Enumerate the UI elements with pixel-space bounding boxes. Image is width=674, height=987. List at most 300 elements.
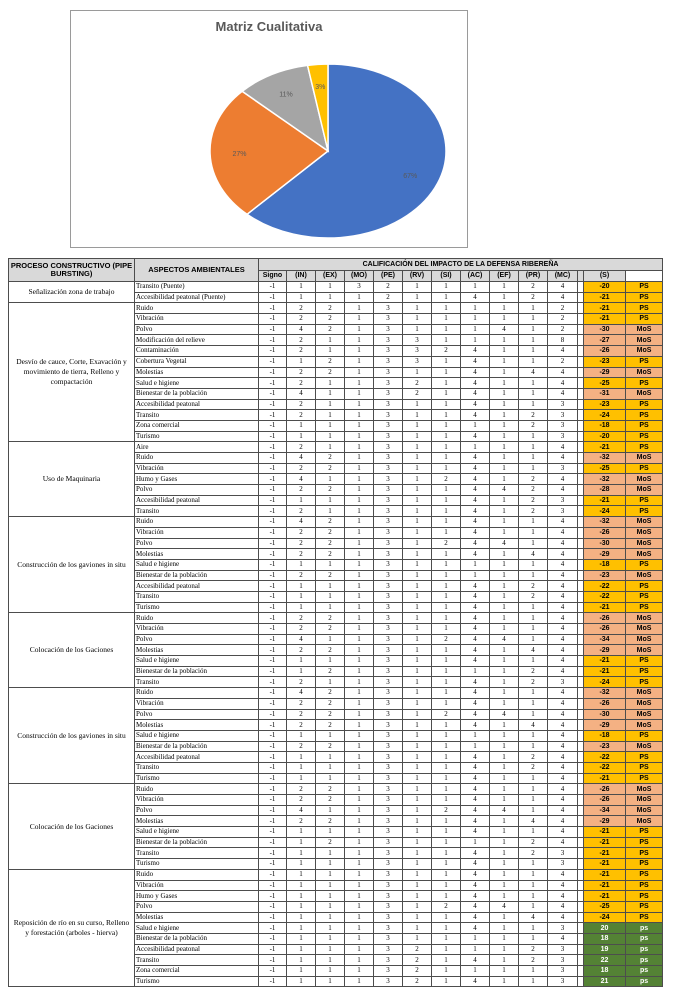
- aspect-cell: Turismo: [135, 602, 259, 613]
- value-cell: 2: [287, 410, 316, 421]
- score-cell: -21: [584, 656, 626, 667]
- value-cell: 1: [345, 527, 374, 538]
- value-cell: 1: [316, 730, 345, 741]
- value-cell: 1: [403, 367, 432, 378]
- value-cell: 1: [316, 966, 345, 977]
- value-cell: -1: [259, 410, 287, 421]
- value-cell: 2: [519, 677, 548, 688]
- value-cell: 3: [374, 656, 403, 667]
- value-cell: -1: [259, 581, 287, 592]
- value-cell: 1: [519, 463, 548, 474]
- value-cell: 2: [316, 356, 345, 367]
- value-cell: -1: [259, 624, 287, 635]
- aspect-cell: Molestias: [135, 645, 259, 656]
- value-cell: 3: [374, 741, 403, 752]
- value-cell: 2: [519, 292, 548, 303]
- value-cell: 4: [461, 923, 490, 934]
- value-cell: 1: [461, 420, 490, 431]
- score-cell: -25: [584, 463, 626, 474]
- value-cell: 1: [345, 773, 374, 784]
- value-cell: -1: [259, 816, 287, 827]
- value-cell: 1: [461, 730, 490, 741]
- value-cell: 2: [287, 378, 316, 389]
- aspect-cell: Turismo: [135, 773, 259, 784]
- value-cell: 4: [461, 463, 490, 474]
- value-cell: 2: [287, 367, 316, 378]
- impact-cell: PS: [626, 762, 663, 773]
- value-cell: 1: [461, 944, 490, 955]
- impact-cell: MoS: [626, 645, 663, 656]
- value-cell: 1: [403, 677, 432, 688]
- value-cell: 1: [345, 378, 374, 389]
- value-cell: 1: [316, 955, 345, 966]
- value-cell: 4: [490, 634, 519, 645]
- pie-label-2: 27%: [232, 150, 247, 158]
- value-cell: 4: [548, 933, 578, 944]
- impact-cell: MoS: [626, 805, 663, 816]
- value-cell: 3: [374, 677, 403, 688]
- value-cell: 1: [403, 559, 432, 570]
- value-cell: 3: [374, 453, 403, 464]
- value-cell: 1: [490, 388, 519, 399]
- impact-cell: PS: [626, 282, 663, 293]
- value-cell: 2: [287, 645, 316, 656]
- value-cell: 1: [287, 752, 316, 763]
- score-cell: -30: [584, 324, 626, 335]
- impact-cell: ps: [626, 976, 663, 987]
- impact-cell: PS: [626, 420, 663, 431]
- value-cell: 2: [287, 741, 316, 752]
- score-cell: -29: [584, 367, 626, 378]
- value-cell: 1: [345, 602, 374, 613]
- table-row: [9, 613, 663, 624]
- aspect-cell: Vibración: [135, 624, 259, 635]
- impact-cell: PS: [626, 581, 663, 592]
- process-cell: Desvío de cauce, Corte, Exavación y movimiento de tierra, Relleno y compactación: [9, 303, 135, 442]
- value-cell: 4: [548, 752, 578, 763]
- impact-cell: MoS: [626, 570, 663, 581]
- impact-cell: MoS: [626, 613, 663, 624]
- value-cell: 1: [490, 453, 519, 464]
- value-cell: 4: [490, 709, 519, 720]
- impact-cell: MoS: [626, 453, 663, 464]
- value-cell: 4: [548, 581, 578, 592]
- value-cell: 1: [345, 463, 374, 474]
- aspect-cell: Contaminación: [135, 346, 259, 357]
- value-cell: 1: [432, 527, 461, 538]
- value-cell: 1: [403, 752, 432, 763]
- value-cell: 1: [432, 827, 461, 838]
- process-cell: Colocación de los Gaciones: [9, 613, 135, 688]
- impact-cell: MoS: [626, 485, 663, 496]
- impact-cell: MoS: [626, 346, 663, 357]
- value-cell: 1: [490, 880, 519, 891]
- value-cell: -1: [259, 955, 287, 966]
- value-cell: -1: [259, 730, 287, 741]
- value-cell: 3: [374, 591, 403, 602]
- value-cell: 4: [548, 912, 578, 923]
- value-cell: 1: [403, 591, 432, 602]
- value-cell: 1: [432, 645, 461, 656]
- value-cell: 1: [287, 880, 316, 891]
- value-cell: 2: [316, 720, 345, 731]
- value-cell: 3: [374, 666, 403, 677]
- value-cell: 1: [432, 795, 461, 806]
- aspect-cell: Vibración: [135, 795, 259, 806]
- value-cell: 1: [490, 399, 519, 410]
- value-cell: 4: [548, 517, 578, 528]
- value-cell: 1: [403, 698, 432, 709]
- value-cell: -1: [259, 795, 287, 806]
- score-cell: -24: [584, 912, 626, 923]
- value-cell: 1: [432, 559, 461, 570]
- aspect-cell: Molestias: [135, 367, 259, 378]
- value-cell: 1: [403, 656, 432, 667]
- value-cell: 4: [461, 453, 490, 464]
- value-cell: 1: [403, 784, 432, 795]
- impact-cell: MoS: [626, 335, 663, 346]
- header-col-10: (MC): [548, 271, 578, 282]
- aspect-cell: Transito: [135, 677, 259, 688]
- value-cell: 4: [461, 805, 490, 816]
- aspect-cell: Polvo: [135, 709, 259, 720]
- value-cell: 2: [432, 634, 461, 645]
- value-cell: 1: [316, 827, 345, 838]
- value-cell: -1: [259, 666, 287, 677]
- value-cell: 1: [519, 923, 548, 934]
- aspect-cell: Molestias: [135, 549, 259, 560]
- aspect-cell: Accesibilidad peatonal: [135, 495, 259, 506]
- value-cell: 3: [374, 442, 403, 453]
- value-cell: 1: [432, 741, 461, 752]
- value-cell: 1: [345, 453, 374, 464]
- value-cell: -1: [259, 976, 287, 987]
- value-cell: 1: [287, 944, 316, 955]
- value-cell: 4: [490, 485, 519, 496]
- value-cell: 1: [432, 656, 461, 667]
- value-cell: 1: [490, 581, 519, 592]
- value-cell: 1: [345, 677, 374, 688]
- value-cell: 1: [345, 966, 374, 977]
- value-cell: 2: [519, 944, 548, 955]
- pie-label-4: 3%: [315, 83, 326, 91]
- aspect-cell: Salud e higiene: [135, 923, 259, 934]
- value-cell: 1: [403, 901, 432, 912]
- value-cell: 3: [374, 891, 403, 902]
- value-cell: 4: [548, 698, 578, 709]
- value-cell: 3: [374, 431, 403, 442]
- impact-cell: MoS: [626, 527, 663, 538]
- value-cell: 4: [519, 549, 548, 560]
- value-cell: 2: [287, 784, 316, 795]
- value-cell: 1: [345, 837, 374, 848]
- process-cell: Construcción de los gaviones in situ: [9, 688, 135, 784]
- score-cell: -21: [584, 773, 626, 784]
- value-cell: -1: [259, 474, 287, 485]
- value-cell: 2: [374, 282, 403, 293]
- value-cell: 1: [287, 976, 316, 987]
- value-cell: 3: [374, 613, 403, 624]
- value-cell: 1: [432, 730, 461, 741]
- value-cell: 2: [432, 805, 461, 816]
- value-cell: 2: [316, 837, 345, 848]
- aspect-cell: Salud e higiene: [135, 378, 259, 389]
- value-cell: 1: [316, 848, 345, 859]
- value-cell: 2: [432, 346, 461, 357]
- value-cell: 1: [345, 613, 374, 624]
- aspect-cell: Vibración: [135, 880, 259, 891]
- value-cell: -1: [259, 762, 287, 773]
- value-cell: 3: [374, 709, 403, 720]
- value-cell: -1: [259, 442, 287, 453]
- value-cell: 1: [403, 410, 432, 421]
- value-cell: 1: [490, 645, 519, 656]
- value-cell: 1: [490, 624, 519, 635]
- value-cell: 1: [432, 784, 461, 795]
- value-cell: 1: [345, 549, 374, 560]
- score-cell: -34: [584, 805, 626, 816]
- aspect-cell: Bienestar de la población: [135, 666, 259, 677]
- value-cell: -1: [259, 453, 287, 464]
- value-cell: 4: [461, 773, 490, 784]
- value-cell: 4: [461, 410, 490, 421]
- impact-cell: PS: [626, 837, 663, 848]
- value-cell: 1: [519, 388, 548, 399]
- value-cell: 1: [490, 795, 519, 806]
- value-cell: 1: [403, 720, 432, 731]
- value-cell: 4: [548, 656, 578, 667]
- aspect-cell: Polvo: [135, 538, 259, 549]
- value-cell: 1: [519, 805, 548, 816]
- value-cell: 4: [461, 399, 490, 410]
- aspect-cell: Salud e higiene: [135, 656, 259, 667]
- value-cell: 1: [287, 848, 316, 859]
- value-cell: 2: [519, 955, 548, 966]
- value-cell: 1: [403, 645, 432, 656]
- score-cell: -21: [584, 891, 626, 902]
- value-cell: 2: [548, 303, 578, 314]
- value-cell: 1: [345, 827, 374, 838]
- value-cell: 4: [461, 955, 490, 966]
- value-cell: 3: [548, 677, 578, 688]
- score-cell: 22: [584, 955, 626, 966]
- value-cell: 1: [345, 709, 374, 720]
- process-cell: Reposición de río en su curso, Relleno y forestación (arboles - hierva): [9, 869, 135, 987]
- value-cell: 1: [519, 538, 548, 549]
- value-cell: 2: [316, 538, 345, 549]
- value-cell: 4: [461, 645, 490, 656]
- value-cell: 1: [432, 399, 461, 410]
- value-cell: 1: [519, 613, 548, 624]
- value-cell: 4: [461, 901, 490, 912]
- value-cell: 2: [519, 495, 548, 506]
- value-cell: 1: [403, 474, 432, 485]
- value-cell: 3: [345, 282, 374, 293]
- value-cell: 1: [490, 848, 519, 859]
- value-cell: 1: [316, 891, 345, 902]
- value-cell: 3: [548, 966, 578, 977]
- value-cell: 4: [287, 688, 316, 699]
- value-cell: 3: [374, 730, 403, 741]
- score-cell: -26: [584, 613, 626, 624]
- value-cell: 3: [374, 388, 403, 399]
- value-cell: 4: [548, 709, 578, 720]
- value-cell: 1: [432, 463, 461, 474]
- value-cell: 4: [548, 762, 578, 773]
- value-cell: 4: [461, 602, 490, 613]
- value-cell: -1: [259, 463, 287, 474]
- value-cell: 1: [316, 912, 345, 923]
- value-cell: 1: [403, 848, 432, 859]
- value-cell: 4: [548, 795, 578, 806]
- value-cell: 1: [403, 602, 432, 613]
- impact-cell: PS: [626, 880, 663, 891]
- value-cell: 3: [374, 816, 403, 827]
- value-cell: 4: [461, 378, 490, 389]
- value-cell: 1: [403, 773, 432, 784]
- value-cell: 1: [432, 762, 461, 773]
- value-cell: 2: [403, 388, 432, 399]
- value-cell: 1: [403, 912, 432, 923]
- aspect-cell: Transito: [135, 955, 259, 966]
- value-cell: 1: [403, 869, 432, 880]
- value-cell: 3: [374, 527, 403, 538]
- value-cell: 1: [287, 773, 316, 784]
- value-cell: 1: [345, 495, 374, 506]
- table-row: [9, 517, 663, 528]
- header-col-5: (RV): [403, 271, 432, 282]
- value-cell: 1: [345, 559, 374, 570]
- value-cell: 4: [548, 624, 578, 635]
- value-cell: 1: [287, 420, 316, 431]
- value-cell: 1: [287, 869, 316, 880]
- value-cell: 2: [403, 966, 432, 977]
- pie-label-3: 11%: [279, 91, 293, 99]
- value-cell: 4: [548, 282, 578, 293]
- impact-cell: MoS: [626, 795, 663, 806]
- value-cell: 4: [461, 431, 490, 442]
- value-cell: 2: [287, 709, 316, 720]
- value-cell: 3: [374, 346, 403, 357]
- value-cell: 1: [403, 933, 432, 944]
- impact-cell: MoS: [626, 324, 663, 335]
- value-cell: 1: [403, 292, 432, 303]
- value-cell: 3: [548, 955, 578, 966]
- value-cell: 3: [374, 688, 403, 699]
- value-cell: 4: [548, 367, 578, 378]
- value-cell: 1: [345, 688, 374, 699]
- value-cell: 1: [519, 827, 548, 838]
- value-cell: 1: [519, 570, 548, 581]
- value-cell: 2: [548, 314, 578, 325]
- value-cell: 4: [461, 506, 490, 517]
- value-cell: 4: [548, 901, 578, 912]
- value-cell: -1: [259, 709, 287, 720]
- value-cell: -1: [259, 388, 287, 399]
- value-cell: 4: [461, 827, 490, 838]
- value-cell: 2: [316, 624, 345, 635]
- value-cell: 1: [345, 420, 374, 431]
- value-cell: 4: [461, 388, 490, 399]
- value-cell: 1: [403, 581, 432, 592]
- value-cell: 1: [490, 720, 519, 731]
- value-cell: 1: [490, 816, 519, 827]
- value-cell: 1: [519, 656, 548, 667]
- value-cell: 1: [519, 399, 548, 410]
- header-col-7: (AC): [461, 271, 490, 282]
- value-cell: 4: [548, 485, 578, 496]
- value-cell: 4: [461, 709, 490, 720]
- value-cell: -1: [259, 741, 287, 752]
- score-cell: -31: [584, 388, 626, 399]
- score-cell: -29: [584, 645, 626, 656]
- aspect-cell: Bienestar de la población: [135, 837, 259, 848]
- impact-cell: ps: [626, 966, 663, 977]
- header-col-9: (PR): [519, 271, 548, 282]
- value-cell: 4: [548, 891, 578, 902]
- value-cell: 1: [345, 303, 374, 314]
- value-cell: 4: [548, 837, 578, 848]
- table-row: [9, 784, 663, 795]
- value-cell: -1: [259, 677, 287, 688]
- value-cell: 1: [490, 282, 519, 293]
- value-cell: 2: [519, 581, 548, 592]
- value-cell: 3: [374, 602, 403, 613]
- value-cell: 1: [461, 335, 490, 346]
- value-cell: 1: [432, 677, 461, 688]
- value-cell: 1: [490, 591, 519, 602]
- value-cell: -1: [259, 912, 287, 923]
- score-cell: -18: [584, 559, 626, 570]
- value-cell: 4: [461, 891, 490, 902]
- value-cell: 4: [548, 666, 578, 677]
- value-cell: 1: [403, 324, 432, 335]
- value-cell: 4: [461, 591, 490, 602]
- value-cell: 2: [316, 645, 345, 656]
- value-cell: 1: [519, 976, 548, 987]
- value-cell: 1: [403, 570, 432, 581]
- impact-cell: MoS: [626, 688, 663, 699]
- value-cell: 1: [519, 891, 548, 902]
- score-cell: -21: [584, 880, 626, 891]
- value-cell: 1: [519, 859, 548, 870]
- value-cell: 1: [403, 495, 432, 506]
- score-cell: -26: [584, 346, 626, 357]
- value-cell: -1: [259, 570, 287, 581]
- score-cell: -21: [584, 303, 626, 314]
- value-cell: 1: [490, 923, 519, 934]
- aspect-cell: Humo y Gases: [135, 891, 259, 902]
- value-cell: 1: [287, 837, 316, 848]
- value-cell: 1: [403, 624, 432, 635]
- value-cell: -1: [259, 303, 287, 314]
- score-cell: -23: [584, 356, 626, 367]
- value-cell: 1: [432, 848, 461, 859]
- value-cell: 1: [490, 741, 519, 752]
- value-cell: 1: [316, 901, 345, 912]
- value-cell: 1: [490, 933, 519, 944]
- value-cell: 1: [490, 656, 519, 667]
- value-cell: 1: [432, 624, 461, 635]
- value-cell: 1: [432, 912, 461, 923]
- value-cell: 2: [316, 517, 345, 528]
- value-cell: 1: [345, 762, 374, 773]
- value-cell: 2: [519, 591, 548, 602]
- value-cell: 1: [345, 720, 374, 731]
- impact-cell: PS: [626, 891, 663, 902]
- value-cell: -1: [259, 346, 287, 357]
- value-cell: -1: [259, 538, 287, 549]
